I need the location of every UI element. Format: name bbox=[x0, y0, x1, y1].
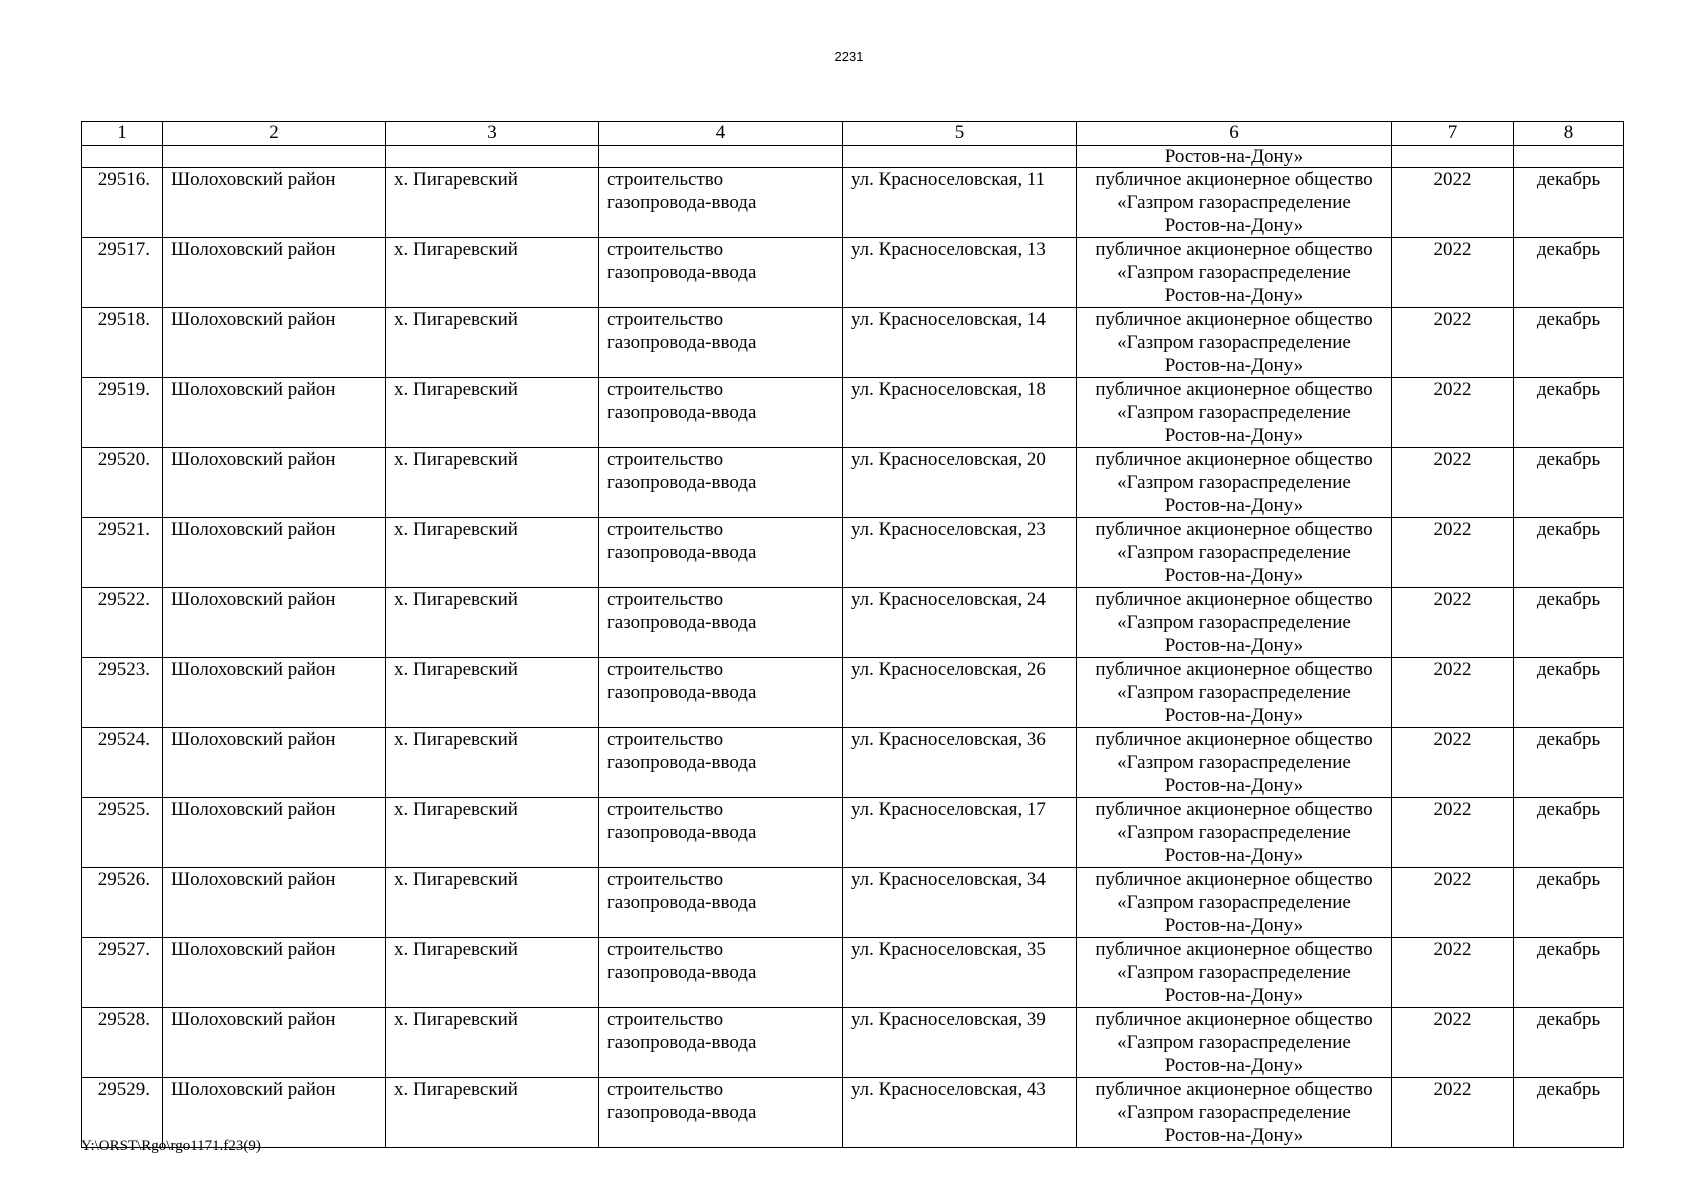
work-type-cell bbox=[599, 1078, 843, 1148]
district-cell: Шолоховский район bbox=[163, 658, 386, 728]
month-cell: декабрь bbox=[1514, 728, 1624, 798]
month-cell: декабрь bbox=[1514, 518, 1624, 588]
district-cell: Шолоховский район bbox=[163, 518, 386, 588]
work-type-line: строительство bbox=[607, 519, 724, 540]
address-cell: ул. Красноселовская, 20 bbox=[843, 448, 1077, 518]
year-cell: 2022 bbox=[1392, 728, 1514, 798]
table-row bbox=[82, 728, 1624, 798]
district-cell: Шолоховский район bbox=[163, 238, 386, 308]
column-header: 4 bbox=[599, 122, 843, 146]
owner-cell bbox=[1077, 518, 1392, 588]
settlement-cell: х. Пигаревский bbox=[386, 448, 599, 518]
continuation-cell bbox=[599, 146, 843, 168]
settlement-cell: х. Пигаревский bbox=[386, 238, 599, 308]
settlement-cell: х. Пигаревский bbox=[386, 798, 599, 868]
work-type-line: строительство bbox=[607, 799, 724, 820]
year-cell: 2022 bbox=[1392, 1008, 1514, 1078]
year-cell: 2022 bbox=[1392, 168, 1514, 238]
address-cell: ул. Красноселовская, 24 bbox=[843, 588, 1077, 658]
month-cell: декабрь bbox=[1514, 938, 1624, 1008]
owner-line: Ростов-на-Дону» bbox=[1164, 845, 1304, 866]
row-number: 29526. bbox=[82, 868, 163, 938]
owner-line: Ростов-на-Дону» bbox=[1164, 705, 1304, 726]
work-type-line: газопровода-ввода bbox=[607, 682, 757, 703]
work-type-cell bbox=[599, 1008, 843, 1078]
owner-cell bbox=[1077, 938, 1392, 1008]
year-cell: 2022 bbox=[1392, 798, 1514, 868]
work-type-line: газопровода-ввода bbox=[607, 262, 757, 283]
row-number: 29529. bbox=[82, 1078, 163, 1148]
district-cell: Шолоховский район bbox=[163, 798, 386, 868]
owner-line: публичное акционерное общество bbox=[1095, 519, 1373, 540]
address-cell: ул. Красноселовская, 43 bbox=[843, 1078, 1077, 1148]
work-type-cell bbox=[599, 378, 843, 448]
address-cell: ул. Красноселовская, 26 bbox=[843, 658, 1077, 728]
work-type-line: газопровода-ввода bbox=[607, 822, 757, 843]
footer-file-path: Y:\ORST\Rgo\rgo1171.f23(9) bbox=[81, 1138, 261, 1154]
owner-cell bbox=[1077, 658, 1392, 728]
column-header: 1 bbox=[82, 122, 163, 146]
work-type-cell bbox=[599, 448, 843, 518]
month-cell: декабрь bbox=[1514, 448, 1624, 518]
owner-cell bbox=[1077, 798, 1392, 868]
owner-line: Ростов-на-Дону» bbox=[1164, 425, 1304, 446]
work-type-cell bbox=[599, 308, 843, 378]
work-type-line: строительство bbox=[607, 589, 724, 610]
year-cell: 2022 bbox=[1392, 938, 1514, 1008]
owner-line: Ростов-на-Дону» bbox=[1164, 215, 1304, 236]
table-row bbox=[82, 938, 1624, 1008]
owner-cell bbox=[1077, 1078, 1392, 1148]
district-cell: Шолоховский район bbox=[163, 378, 386, 448]
work-type-cell bbox=[599, 658, 843, 728]
work-type-cell bbox=[599, 518, 843, 588]
settlement-cell: х. Пигаревский bbox=[386, 938, 599, 1008]
table-row bbox=[82, 308, 1624, 378]
owner-line: «Газпром газораспределение bbox=[1117, 332, 1351, 353]
owner-cell bbox=[1077, 308, 1392, 378]
address-cell: ул. Красноселовская, 17 bbox=[843, 798, 1077, 868]
district-cell: Шолоховский район bbox=[163, 868, 386, 938]
district-cell: Шолоховский район bbox=[163, 728, 386, 798]
owner-line: Ростов-на-Дону» bbox=[1164, 1125, 1304, 1146]
month-cell: декабрь bbox=[1514, 168, 1624, 238]
owner-line: Ростов-на-Дону» bbox=[1164, 915, 1304, 936]
owner-line: Ростов-на-Дону» bbox=[1164, 565, 1304, 586]
column-header: 2 bbox=[163, 122, 386, 146]
row-number: 29523. bbox=[82, 658, 163, 728]
owner-cell bbox=[1077, 1008, 1392, 1078]
settlement-cell: х. Пигаревский bbox=[386, 588, 599, 658]
owner-line: Ростов-на-Дону» bbox=[1164, 495, 1304, 516]
continuation-row bbox=[82, 146, 1624, 168]
owner-cell bbox=[1077, 868, 1392, 938]
owner-line: публичное акционерное общество bbox=[1095, 169, 1373, 190]
settlement-cell: х. Пигаревский bbox=[386, 308, 599, 378]
work-type-line: строительство bbox=[607, 309, 724, 330]
settlement-cell: х. Пигаревский bbox=[386, 378, 599, 448]
work-type-cell bbox=[599, 868, 843, 938]
column-header: 7 bbox=[1392, 122, 1514, 146]
work-type-line: строительство bbox=[607, 169, 724, 190]
owner-cell bbox=[1077, 728, 1392, 798]
continuation-cell bbox=[1392, 146, 1514, 168]
settlement-cell: х. Пигаревский bbox=[386, 518, 599, 588]
month-cell: декабрь bbox=[1514, 868, 1624, 938]
year-cell: 2022 bbox=[1392, 518, 1514, 588]
table-row bbox=[82, 588, 1624, 658]
work-type-cell bbox=[599, 938, 843, 1008]
work-type-cell bbox=[599, 798, 843, 868]
owner-line: Ростов-на-Дону» bbox=[1164, 985, 1304, 1006]
table-row bbox=[82, 658, 1624, 728]
continuation-cell bbox=[843, 146, 1077, 168]
work-type-line: газопровода-ввода bbox=[607, 962, 757, 983]
column-header: 3 bbox=[386, 122, 599, 146]
year-cell: 2022 bbox=[1392, 238, 1514, 308]
row-number: 29518. bbox=[82, 308, 163, 378]
work-type-line: строительство bbox=[607, 1079, 724, 1100]
year-cell: 2022 bbox=[1392, 308, 1514, 378]
owner-line: «Газпром газораспределение bbox=[1117, 402, 1351, 423]
owner-line: Ростов-на-Дону» bbox=[1164, 635, 1304, 656]
table-row bbox=[82, 1008, 1624, 1078]
owner-line: «Газпром газораспределение bbox=[1117, 892, 1351, 913]
work-type-line: газопровода-ввода bbox=[607, 542, 757, 563]
address-cell: ул. Красноселовская, 35 bbox=[843, 938, 1077, 1008]
continuation-owner: Ростов-на-Дону» bbox=[1077, 146, 1392, 168]
table-row bbox=[82, 518, 1624, 588]
owner-line: «Газпром газораспределение bbox=[1117, 612, 1351, 633]
month-cell: декабрь bbox=[1514, 238, 1624, 308]
column-header: 5 bbox=[843, 122, 1077, 146]
settlement-cell: х. Пигаревский bbox=[386, 168, 599, 238]
continuation-cell bbox=[82, 146, 163, 168]
address-cell: ул. Красноселовская, 11 bbox=[843, 168, 1077, 238]
owner-cell bbox=[1077, 168, 1392, 238]
work-type-line: строительство bbox=[607, 939, 724, 960]
column-header: 8 bbox=[1514, 122, 1624, 146]
table-row bbox=[82, 168, 1624, 238]
month-cell: декабрь bbox=[1514, 658, 1624, 728]
work-type-line: газопровода-ввода bbox=[607, 402, 757, 423]
owner-line: публичное акционерное общество bbox=[1095, 379, 1373, 400]
owner-line: публичное акционерное общество bbox=[1095, 309, 1373, 330]
month-cell: декабрь bbox=[1514, 1008, 1624, 1078]
district-cell: Шолоховский район bbox=[163, 168, 386, 238]
year-cell: 2022 bbox=[1392, 378, 1514, 448]
owner-cell bbox=[1077, 378, 1392, 448]
row-number: 29528. bbox=[82, 1008, 163, 1078]
table-row bbox=[82, 378, 1624, 448]
owner-line: «Газпром газораспределение bbox=[1117, 1102, 1351, 1123]
row-number: 29519. bbox=[82, 378, 163, 448]
work-type-line: строительство bbox=[607, 659, 724, 680]
work-type-cell bbox=[599, 728, 843, 798]
owner-cell bbox=[1077, 588, 1392, 658]
district-cell: Шолоховский район bbox=[163, 1008, 386, 1078]
row-number: 29527. bbox=[82, 938, 163, 1008]
owner-line: «Газпром газораспределение bbox=[1117, 192, 1351, 213]
page-number: 2231 bbox=[834, 49, 864, 64]
owner-line: «Газпром газораспределение bbox=[1117, 682, 1351, 703]
work-type-line: строительство bbox=[607, 1009, 724, 1030]
month-cell: декабрь bbox=[1514, 308, 1624, 378]
work-type-line: газопровода-ввода bbox=[607, 892, 757, 913]
owner-line: публичное акционерное общество bbox=[1095, 799, 1373, 820]
column-header-row bbox=[82, 122, 1624, 146]
settlement-cell: х. Пигаревский bbox=[386, 658, 599, 728]
table-row bbox=[82, 798, 1624, 868]
owner-line: Ростов-на-Дону» bbox=[1164, 1055, 1304, 1076]
month-cell: декабрь bbox=[1514, 1078, 1624, 1148]
district-cell: Шолоховский район bbox=[163, 1078, 386, 1148]
continuation-cell bbox=[163, 146, 386, 168]
owner-line: «Газпром газораспределение bbox=[1117, 472, 1351, 493]
work-type-line: газопровода-ввода bbox=[607, 332, 757, 353]
owner-line: «Газпром газораспределение bbox=[1117, 1032, 1351, 1053]
work-type-line: газопровода-ввода bbox=[607, 192, 757, 213]
month-cell: декабрь bbox=[1514, 378, 1624, 448]
owner-cell bbox=[1077, 448, 1392, 518]
continuation-cell bbox=[386, 146, 599, 168]
district-cell: Шолоховский район bbox=[163, 588, 386, 658]
row-number: 29522. bbox=[82, 588, 163, 658]
work-type-line: строительство bbox=[607, 449, 724, 470]
table-row bbox=[82, 448, 1624, 518]
owner-line: «Газпром газораспределение bbox=[1117, 542, 1351, 563]
work-type-line: строительство bbox=[607, 379, 724, 400]
district-cell: Шолоховский район bbox=[163, 308, 386, 378]
owner-line: «Газпром газораспределение bbox=[1117, 752, 1351, 773]
owner-line: публичное акционерное общество bbox=[1095, 939, 1373, 960]
owner-line: Ростов-на-Дону» bbox=[1164, 355, 1304, 376]
table-row bbox=[82, 868, 1624, 938]
table-body bbox=[82, 122, 1624, 1148]
owner-line: публичное акционерное общество bbox=[1095, 589, 1373, 610]
settlement-cell: х. Пигаревский bbox=[386, 868, 599, 938]
owner-line: публичное акционерное общество bbox=[1095, 659, 1373, 680]
work-type-line: газопровода-ввода bbox=[607, 1032, 757, 1053]
year-cell: 2022 bbox=[1392, 588, 1514, 658]
owner-line: Ростов-на-Дону» bbox=[1164, 285, 1304, 306]
row-number: 29517. bbox=[82, 238, 163, 308]
address-cell: ул. Красноселовская, 36 bbox=[843, 728, 1077, 798]
owner-line: публичное акционерное общество bbox=[1095, 729, 1373, 750]
district-cell: Шолоховский район bbox=[163, 448, 386, 518]
address-cell: ул. Красноселовская, 14 bbox=[843, 308, 1077, 378]
year-cell: 2022 bbox=[1392, 658, 1514, 728]
owner-cell bbox=[1077, 238, 1392, 308]
work-type-line: газопровода-ввода bbox=[607, 472, 757, 493]
owner-line: публичное акционерное общество bbox=[1095, 1009, 1373, 1030]
table-row bbox=[82, 238, 1624, 308]
owner-line: «Газпром газораспределение bbox=[1117, 962, 1351, 983]
settlement-cell: х. Пигаревский bbox=[386, 728, 599, 798]
owner-line: «Газпром газораспределение bbox=[1117, 822, 1351, 843]
continuation-cell bbox=[1514, 146, 1624, 168]
address-cell: ул. Красноселовская, 39 bbox=[843, 1008, 1077, 1078]
row-number: 29520. bbox=[82, 448, 163, 518]
row-number: 29525. bbox=[82, 798, 163, 868]
month-cell: декабрь bbox=[1514, 798, 1624, 868]
work-type-line: строительство bbox=[607, 239, 724, 260]
work-type-line: газопровода-ввода bbox=[607, 612, 757, 633]
work-type-line: строительство bbox=[607, 729, 724, 750]
owner-line: публичное акционерное общество bbox=[1095, 239, 1373, 260]
owner-line: публичное акционерное общество bbox=[1095, 449, 1373, 470]
year-cell: 2022 bbox=[1392, 868, 1514, 938]
row-number: 29521. bbox=[82, 518, 163, 588]
work-type-line: строительство bbox=[607, 869, 724, 890]
work-type-line: газопровода-ввода bbox=[607, 752, 757, 773]
owner-line: публичное акционерное общество bbox=[1095, 1079, 1373, 1100]
column-header: 6 bbox=[1077, 122, 1392, 146]
owner-line: Ростов-на-Дону» bbox=[1164, 775, 1304, 796]
year-cell: 2022 bbox=[1392, 448, 1514, 518]
settlement-cell: х. Пигаревский bbox=[386, 1008, 599, 1078]
work-type-line: газопровода-ввода bbox=[607, 1102, 757, 1123]
owner-line: публичное акционерное общество bbox=[1095, 869, 1373, 890]
address-cell: ул. Красноселовская, 34 bbox=[843, 868, 1077, 938]
district-cell: Шолоховский район bbox=[163, 938, 386, 1008]
settlement-cell: х. Пигаревский bbox=[386, 1078, 599, 1148]
document-table bbox=[81, 121, 1624, 1148]
table-row bbox=[82, 1078, 1624, 1148]
year-cell: 2022 bbox=[1392, 1078, 1514, 1148]
address-cell: ул. Красноселовская, 13 bbox=[843, 238, 1077, 308]
row-number: 29524. bbox=[82, 728, 163, 798]
work-type-cell bbox=[599, 168, 843, 238]
work-type-cell bbox=[599, 588, 843, 658]
owner-line: «Газпром газораспределение bbox=[1117, 262, 1351, 283]
address-cell: ул. Красноселовская, 23 bbox=[843, 518, 1077, 588]
row-number: 29516. bbox=[82, 168, 163, 238]
month-cell: декабрь bbox=[1514, 588, 1624, 658]
work-type-cell bbox=[599, 238, 843, 308]
address-cell: ул. Красноселовская, 18 bbox=[843, 378, 1077, 448]
